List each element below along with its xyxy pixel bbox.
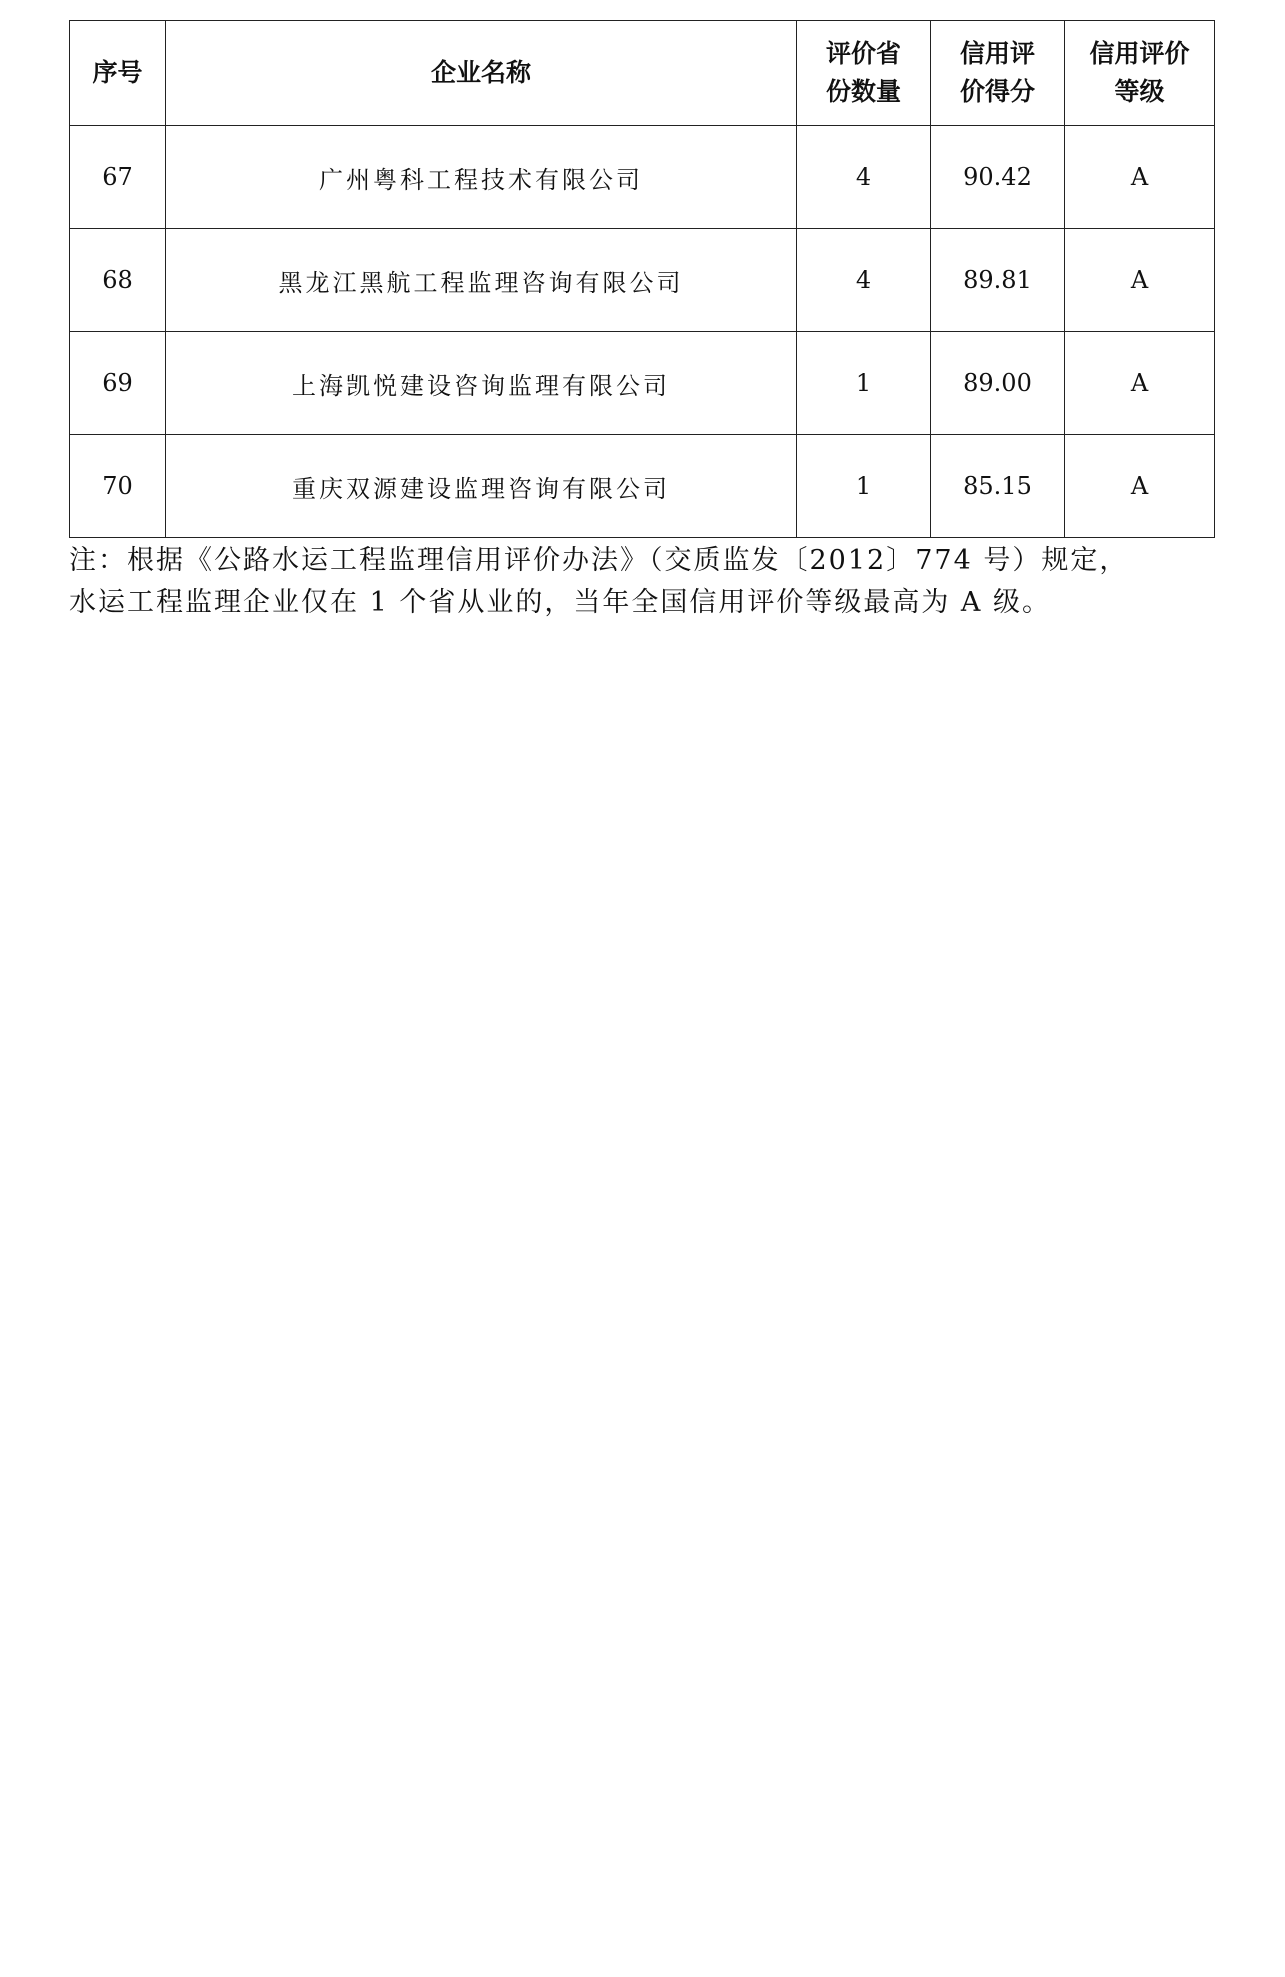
- cell-credit-grade: A: [1065, 435, 1215, 538]
- cell-company-name: 上海凯悦建设咨询监理有限公司: [166, 332, 797, 435]
- table-row: [70, 229, 1215, 332]
- credit-evaluation-table: [69, 20, 1215, 538]
- cell-credit-score: 90.42: [931, 126, 1065, 229]
- cell-province-count: 1: [797, 332, 931, 435]
- cell-index: 67: [70, 126, 166, 229]
- cell-credit-score: 89.00: [931, 332, 1065, 435]
- footnote-line-2: 水运工程监理企业仅在 1 个省从业的，当年全国信用评价等级最高为 A 级。: [69, 587, 1052, 618]
- cell-credit-grade: A: [1065, 126, 1215, 229]
- header-index: 序号: [70, 21, 166, 126]
- cell-credit-score: 89.81: [931, 229, 1065, 332]
- cell-province-count: 1: [797, 435, 931, 538]
- header-credit-grade: 信用评价 等级: [1065, 21, 1215, 126]
- table-row: [70, 435, 1215, 538]
- cell-province-count: 4: [797, 229, 931, 332]
- header-province-count: 评价省 份数量: [797, 21, 931, 126]
- header-company-name: 企业名称: [166, 21, 797, 126]
- cell-credit-score: 85.15: [931, 435, 1065, 538]
- cell-credit-grade: A: [1065, 229, 1215, 332]
- cell-province-count: 4: [797, 126, 931, 229]
- header-credit-score: 信用评 价得分: [931, 21, 1065, 126]
- table-row: [70, 332, 1215, 435]
- table-header-row: [70, 21, 1215, 126]
- cell-index: 68: [70, 229, 166, 332]
- cell-company-name: 黑龙江黑航工程监理咨询有限公司: [166, 229, 797, 332]
- cell-index: 69: [70, 332, 166, 435]
- footnote: [69, 540, 1219, 624]
- cell-company-name: 重庆双源建设监理咨询有限公司: [166, 435, 797, 538]
- cell-index: 70: [70, 435, 166, 538]
- footnote-line-1: 注：根据《公路水运工程监理信用评价办法》（交质监发〔2012〕774 号）规定，: [69, 545, 1129, 576]
- table-row: [70, 126, 1215, 229]
- cell-credit-grade: A: [1065, 332, 1215, 435]
- cell-company-name: 广州粤科工程技术有限公司: [166, 126, 797, 229]
